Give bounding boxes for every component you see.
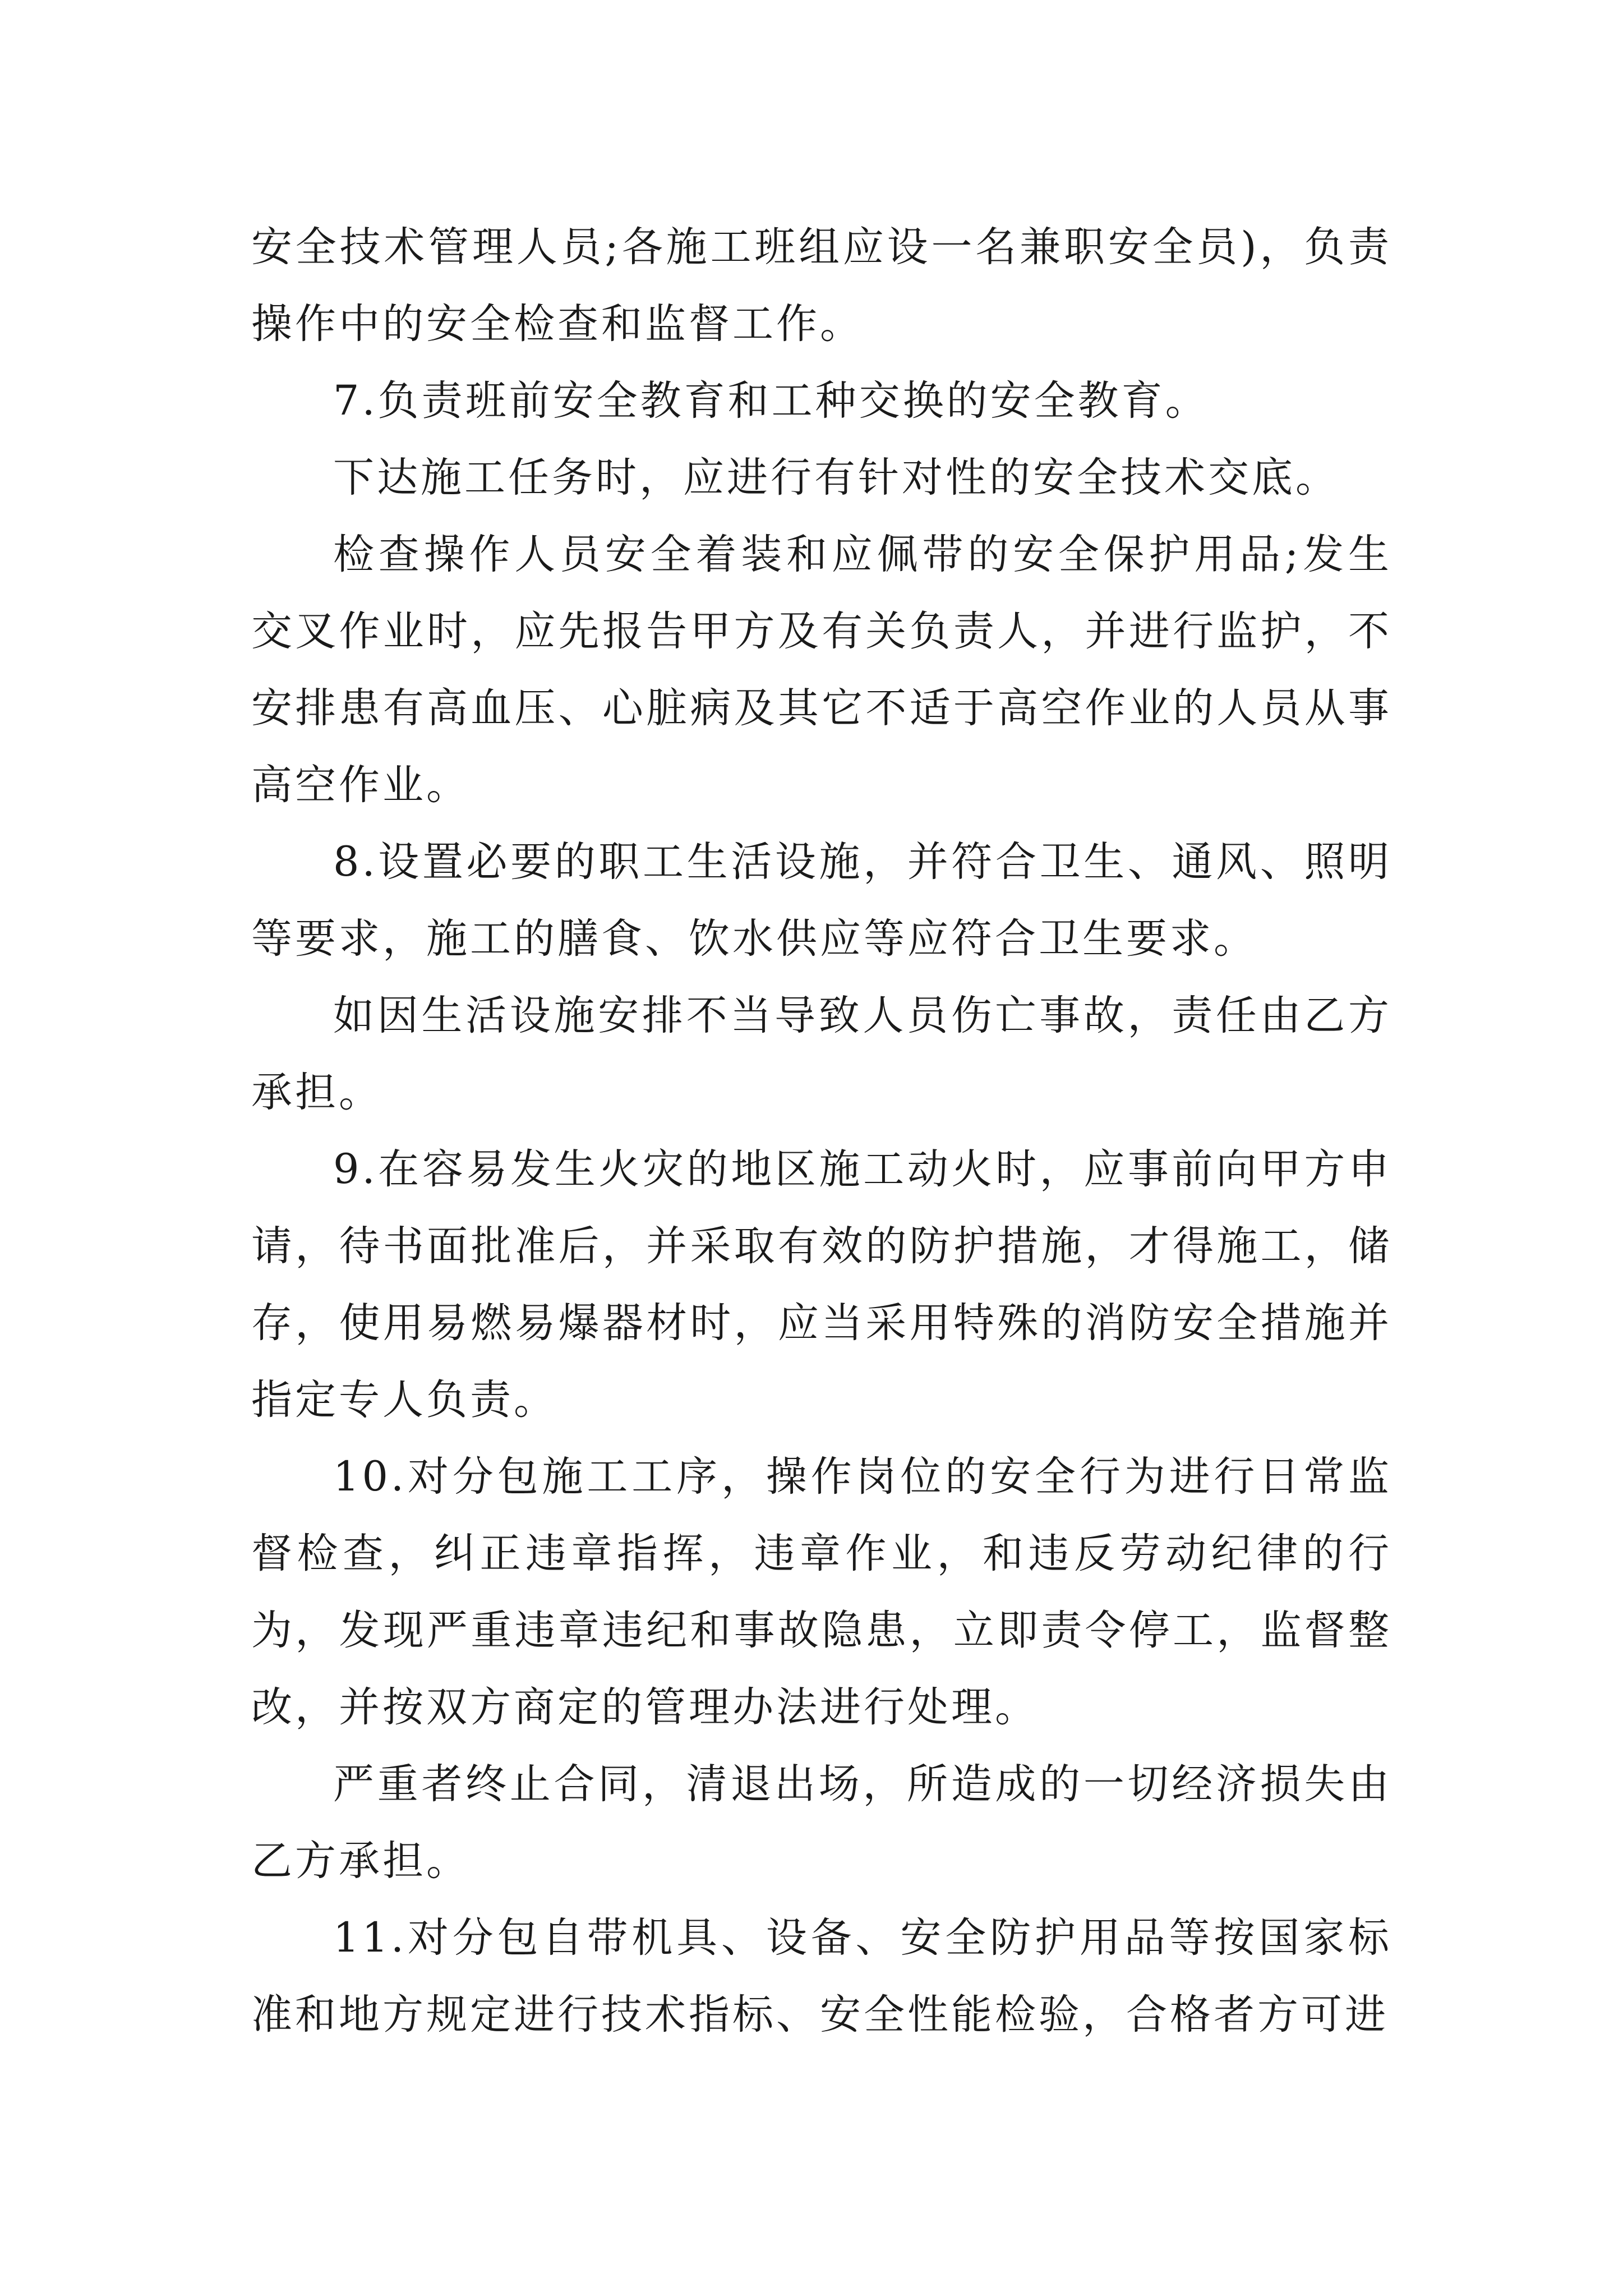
paragraph-10: 11.对分包自带机具、设备、安全防护用品等按国家标准和地方规定进行技术指标、安全性能检验，合格者方可进 (251, 1914, 1392, 2039)
paragraph-5: 8.设置必要的职工生活设施，并符合卫生、通风、照明等要求，施工的膳食、饮水供应等应符合卫生要求。 (251, 838, 1392, 963)
paragraph-9: 严重者终止合同，清退出场，所造成的一切经济损失由乙方承担。 (251, 1760, 1392, 1885)
paragraph-2: 7.负责班前安全教育和工种交换的安全教育。 (333, 377, 1209, 425)
paragraph-6: 如因生活设施安排不当导致人员伤亡事故，责任由乙方承担。 (251, 992, 1392, 1116)
paragraph-4: 检查操作人员安全着装和应佩带的安全保护用品;发生交叉作业时，应先报告甲方及有关负责人，并进行监护，不安排患有高血压、心脏病及其它不适于高空作业的人员从事高空作业。 (251, 531, 1392, 809)
paragraph-1: 安全技术管理人员;各施工班组应设一名兼职安全员)，负责操作中的安全检查和监督工作。 (251, 223, 1392, 348)
paragraph-8: 10.对分包施工工序，操作岗位的安全行为进行日常监督检查，纠正违章指挥，违章作业，和违反劳动纪律的行为，发现严重违章违纪和事故隐患，立即责令停工，监督整改，并按双方商定的管理办法进行处理。 (251, 1453, 1392, 1731)
paragraph-3: 下达施工任务时，应进行有针对性的安全技术交底。 (333, 454, 1339, 501)
document-body (251, 209, 1392, 2053)
paragraph-7: 9.在容易发生火灾的地区施工动火时，应事前向甲方申请，待书面批准后，并采取有效的防护措施，才得施工，储存，使用易燃易爆器材时，应当采用特殊的消防安全措施并指定专人负责。 (251, 1145, 1392, 1424)
